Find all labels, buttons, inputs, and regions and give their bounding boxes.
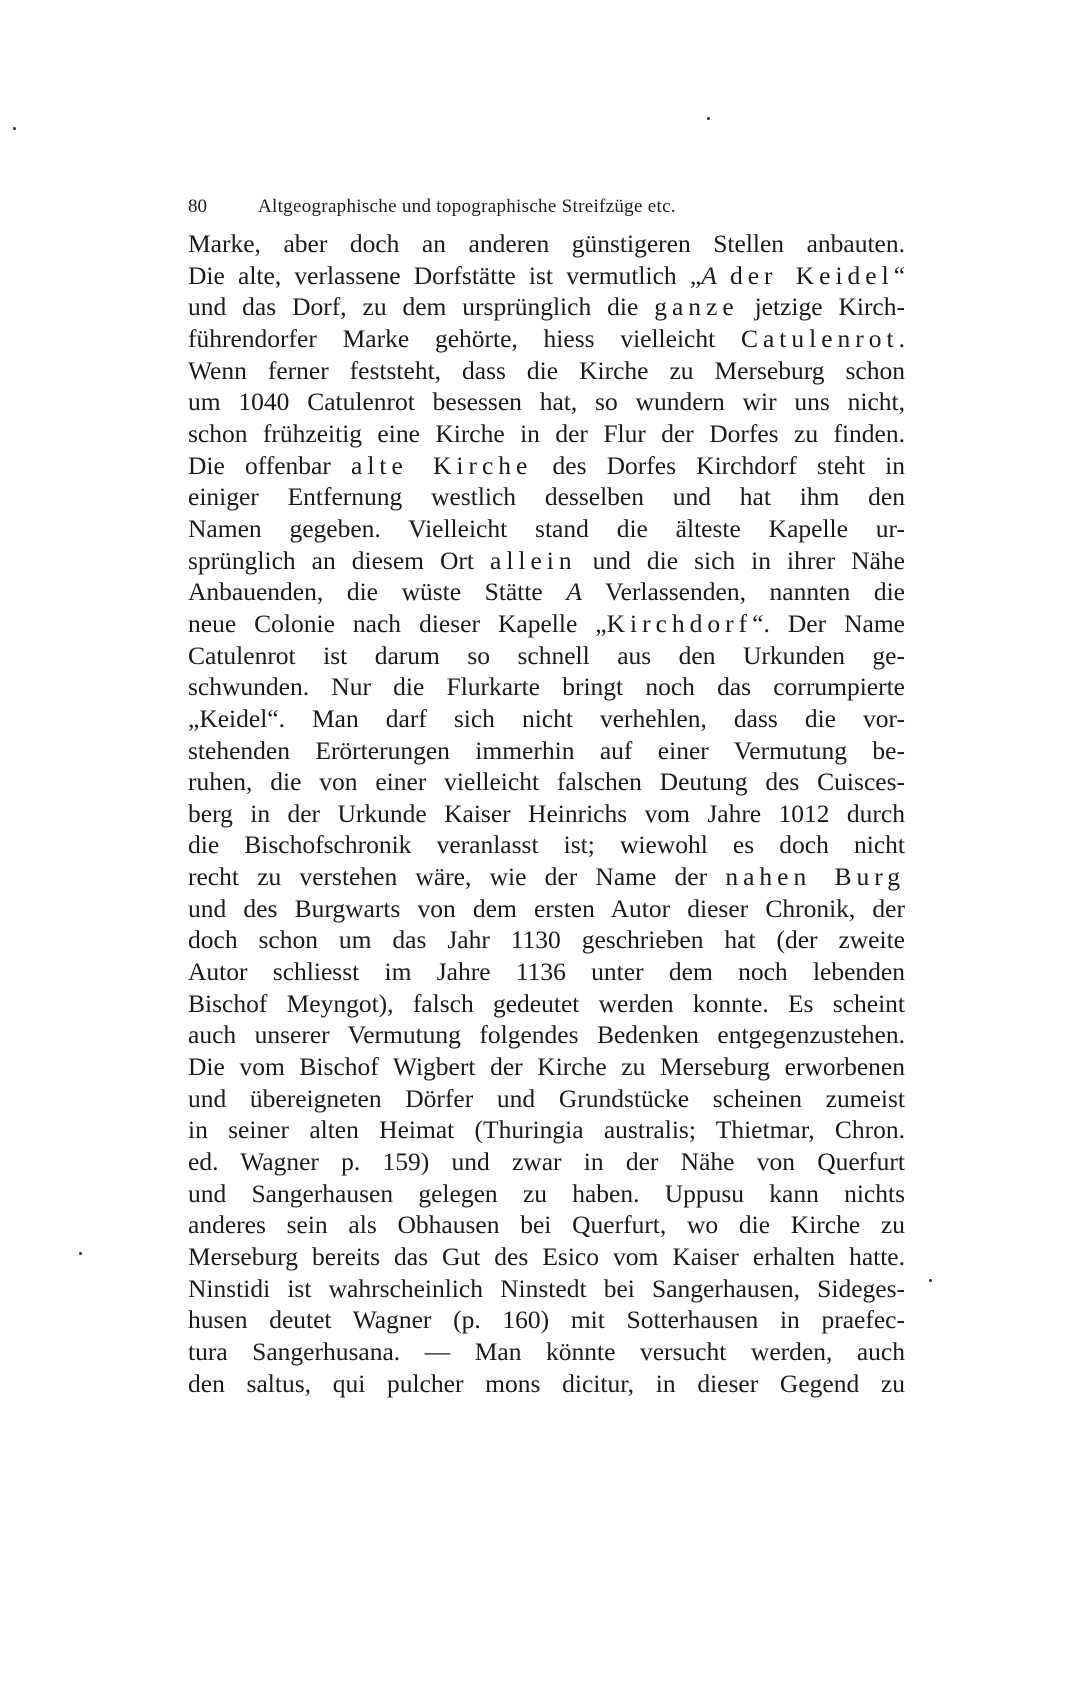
text-segment: und das Dorf, zu dem ursprünglich die [188,292,655,322]
scan-speck [13,127,16,130]
text-segment: Verlassenden, nannten die [581,577,905,607]
scan-speck [707,117,710,120]
text-segment: des Dorfes Kirchdorf steht in [532,450,906,480]
text-segment: . [898,323,905,353]
spaced-emphasis: der Keidel [729,260,894,290]
text-line: Autor schliesst im Jahre 1136 unter dem noch lebenden [188,957,905,987]
spaced-emphasis: ganze [654,292,739,322]
text-segment: recht zu verstehen wäre, wie der Name der [188,862,726,892]
text-line: und Sangerhausen gelegen zu haben. Uppusu kann nichts [188,1178,905,1208]
text-line: schwunden. Nur die Flurkarte bringt noch das corrumpierte [188,672,905,702]
text-segment: Anbauenden, die wüste Stätte [188,577,567,607]
text-line: tura Sangerhusana. — Man könnte versucht werden, auch [188,1336,905,1366]
text-line [188,260,905,292]
page-number: 80 [188,196,207,217]
text-line: in seiner alten Heimat (Thuringia australis; Thietmar, Chron. [188,1115,905,1145]
text-segment: sprünglich an diesem Ort [188,545,490,575]
text-line [188,450,905,482]
spaced-emphasis: alte Kirche [351,450,533,480]
text-line: husen deutet Wagner (p. 160) mit Sotterhausen in praefec- [188,1305,905,1335]
text-segment: “ [893,260,906,290]
text-segment: “. Der Name [752,608,905,638]
text-line: „Keidel“. Man darf sich nicht verhehlen, dass die vor- [188,703,905,733]
text-line [188,608,905,640]
text-segment: neue Colonie nach dieser Kapelle „ [188,608,607,638]
scan-speck [79,1252,82,1255]
text-line: einiger Entfernung westlich desselben und hat ihm den [188,482,905,512]
text-line [188,323,905,355]
text-segment: Die offenbar [188,450,352,480]
text-line: berg in der Urkunde Kaiser Heinrichs vom Jahre 1012 durch [188,798,905,828]
body-text [188,228,905,1399]
text-line: die Bischofschronik veranlasst ist; wiewohl es doch nicht [188,830,905,860]
text-line: Marke, aber doch an anderen günstigeren Stellen anbauten. [188,229,905,258]
text-line: ed. Wagner p. 159) und zwar in der Nähe von Querfurt [188,1147,905,1177]
text-line: Die vom Bischof Wigbert der Kirche zu Merseburg erworbenen [188,1052,905,1082]
text-segment: Die alte, verlassene Dorfstätte ist vermutlich „ [188,260,702,290]
text-line: stehenden Erörterungen immerhin auf einer Vermutung be- [188,735,905,765]
text-line: Merseburg bereits das Gut des Esico vom Kaiser erhalten hatte. [188,1242,905,1271]
text-line: den saltus, qui pulcher mons dicitur, in dieser Gegend zu [188,1368,905,1398]
text-line: schon frühzeitig eine Kirche in der Flur der Dorfes zu finden. [188,418,905,448]
text-line: und übereigneten Dörfer und Grundstücke scheinen zumeist [188,1083,905,1113]
scan-speck [929,1279,932,1282]
spaced-emphasis: nahen Burg [725,862,905,892]
text-line: Ninstidi ist wahrscheinlich Ninstedt bei Sangerhausen, Sideges- [188,1273,905,1303]
text-line: und des Burgwarts von dem ersten Autor dieser Chronik, der [188,893,905,923]
spaced-emphasis: Catulenrot [740,323,899,353]
text-segment: jetzige Kirch- [738,292,905,322]
text-line: Catulenrot ist darum so schnell aus den Urkunden ge- [188,640,905,670]
text-segment: führendorfer Marke gehörte, hiess vielleicht [188,323,741,353]
text-line: doch schon um das Jahr 1130 geschrieben hat (der zweite [188,925,905,955]
text-line: auch unserer Vermutung folgendes Bedenken entgegenzustehen. [188,1020,905,1050]
text-segment [717,261,730,290]
text-line [188,291,905,323]
text-line: anderes sein als Obhausen bei Querfurt, wo die Kirche zu [188,1210,905,1240]
italic-letter: A [701,260,717,290]
text-line: Wenn ferner feststeht, dass die Kirche zu Merseburg schon [188,355,905,385]
running-title: Altgeographische und topographische Streifzüge etc. [258,196,676,217]
text-line: Bischof Meyngot), falsch gedeutet werden konnte. Es scheint [188,988,905,1018]
spaced-emphasis: allein [490,545,577,575]
page-header [188,196,828,224]
text-segment: und die sich in ihrer Nähe [576,545,905,575]
text-line: um 1040 Catulenrot besessen hat, so wundern wir uns nicht, [188,387,905,417]
text-line [188,576,905,608]
text-line [188,545,905,577]
spaced-emphasis: Kirchdorf [606,608,753,638]
text-line [188,861,905,893]
text-line: Namen gegeben. Vielleicht stand die älteste Kapelle ur- [188,513,905,543]
italic-letter: A [566,577,582,607]
text-line: ruhen, die von einer vielleicht falschen Deutung des Cuisces- [188,767,905,797]
